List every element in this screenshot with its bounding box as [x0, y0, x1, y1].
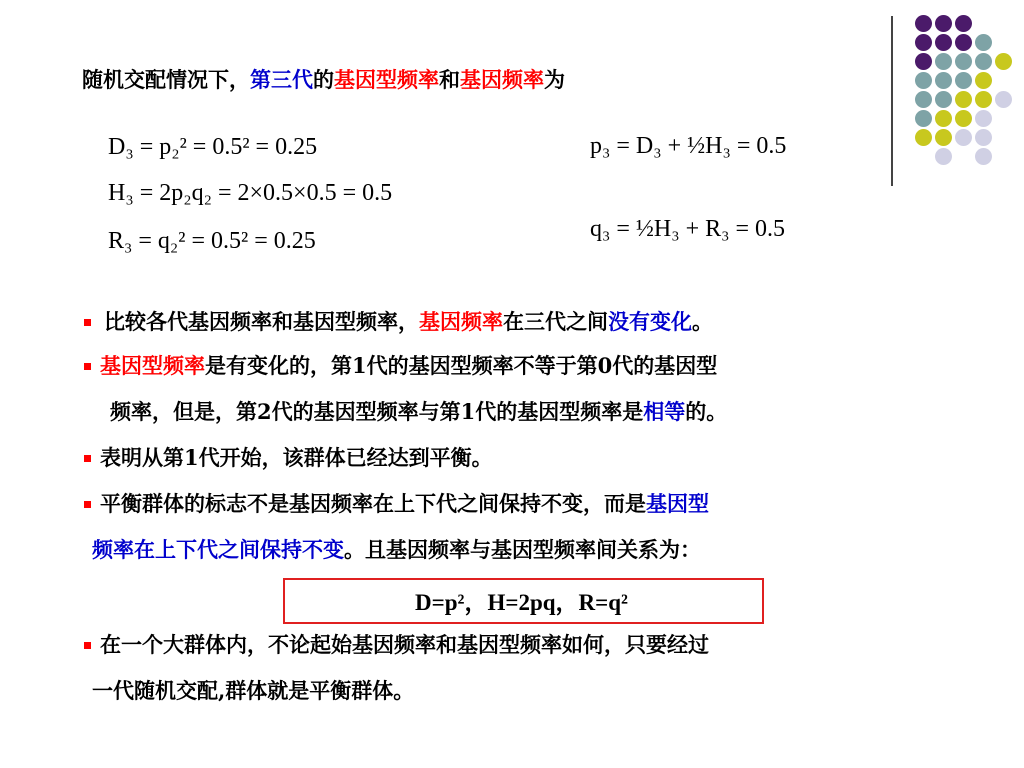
dot	[915, 53, 932, 70]
bullet-2-line-1	[100, 350, 717, 380]
equation-r3: R₃ = q₂² = 0.5² = 0.25	[108, 228, 316, 254]
equation-h3: H₃ = 2p₂q₂ = 2×0.5×0.5 = 0.5	[108, 180, 393, 206]
equation-d3: D₃ = p₂² = 0.5² = 0.25	[108, 134, 318, 160]
bullet-text: 在三代之间	[503, 309, 608, 334]
dot	[975, 72, 992, 89]
dot	[955, 53, 972, 70]
intro-generation: 第三代	[250, 67, 313, 92]
bullet-marker	[84, 501, 91, 508]
bullet-4-line-1	[100, 488, 709, 518]
bullet-highlight: 频率在上下代之间保持不变	[92, 537, 344, 562]
bullet-4-line-2	[92, 534, 701, 564]
bullet-2-line-2	[110, 396, 727, 426]
intro-text: 和	[439, 67, 460, 92]
bullet-text: 的。	[685, 399, 728, 424]
bullet-text: 是有变化的，第1代的基因型频率不等于第0代的基因型	[205, 353, 718, 378]
bullet-text: 平衡群体的标志不是基因频率在上下代之间保持不变，而是	[100, 491, 646, 516]
intro-gene-frequency: 基因频率	[460, 67, 544, 92]
dot	[975, 148, 992, 165]
bullet-text: 比较各代基因频率和基因型频率，	[104, 309, 419, 334]
bullet-highlight: 基因型频率	[100, 353, 205, 378]
bullet-marker	[84, 642, 91, 649]
dot	[955, 129, 972, 146]
bullet-text: 一代随机交配,群体就是平衡群体。	[92, 678, 415, 703]
intro-text: 随机交配情况下，	[82, 67, 250, 92]
bullet-3	[100, 442, 493, 472]
dot	[975, 110, 992, 127]
bullet-5-line-1	[100, 629, 709, 659]
formula-box-text: D=p²，H=2pq，R=q²	[415, 590, 628, 615]
dot	[995, 53, 1012, 70]
equation-q3: q₃ = ½H₃ + R₃ = 0.5	[590, 216, 786, 242]
intro-line	[82, 64, 565, 94]
dot	[935, 53, 952, 70]
dot	[935, 148, 952, 165]
dot	[915, 91, 932, 108]
bullet-highlight: 相等	[643, 399, 686, 424]
bullet-highlight: 基因频率	[419, 309, 503, 334]
dot	[975, 129, 992, 146]
dot	[955, 91, 972, 108]
dot	[955, 110, 972, 127]
dot	[955, 15, 972, 32]
bullet-highlight: 没有变化	[608, 309, 692, 334]
bullet-text: 频率，但是，第2代的基因型频率与第1代的基因型频率是	[110, 399, 644, 424]
bullet-1	[104, 306, 713, 336]
dot	[935, 91, 952, 108]
dot	[915, 72, 932, 89]
dot	[915, 110, 932, 127]
dot	[915, 15, 932, 32]
intro-genotype-frequency: 基因型频率	[334, 67, 439, 92]
bullet-text: 。	[692, 309, 713, 334]
dot	[935, 129, 952, 146]
bullet-text: 。且基因频率与基因型频率间关系为：	[344, 537, 701, 562]
dot	[975, 53, 992, 70]
dot	[955, 34, 972, 51]
bullet-highlight: 基因型	[646, 491, 709, 516]
equation-p3: p₃ = D₃ + ½H₃ = 0.5	[590, 133, 787, 159]
bullet-marker	[84, 319, 91, 326]
dot	[915, 129, 932, 146]
bullet-text: 在一个大群体内，不论起始基因频率和基因型频率如何，只要经过	[100, 632, 709, 657]
dot	[935, 15, 952, 32]
dot	[915, 34, 932, 51]
dot	[975, 91, 992, 108]
bullet-marker	[84, 363, 91, 370]
divider-line	[891, 16, 893, 186]
dot	[935, 34, 952, 51]
dot	[955, 72, 972, 89]
dot	[935, 110, 952, 127]
bullet-5-line-2	[92, 675, 414, 705]
dot	[995, 91, 1012, 108]
dot	[975, 34, 992, 51]
intro-text: 的	[313, 67, 334, 92]
bullet-text: 表明从第1代开始，该群体已经达到平衡。	[100, 445, 493, 470]
dot	[935, 72, 952, 89]
bullet-marker	[84, 455, 91, 462]
intro-text: 为	[544, 67, 565, 92]
